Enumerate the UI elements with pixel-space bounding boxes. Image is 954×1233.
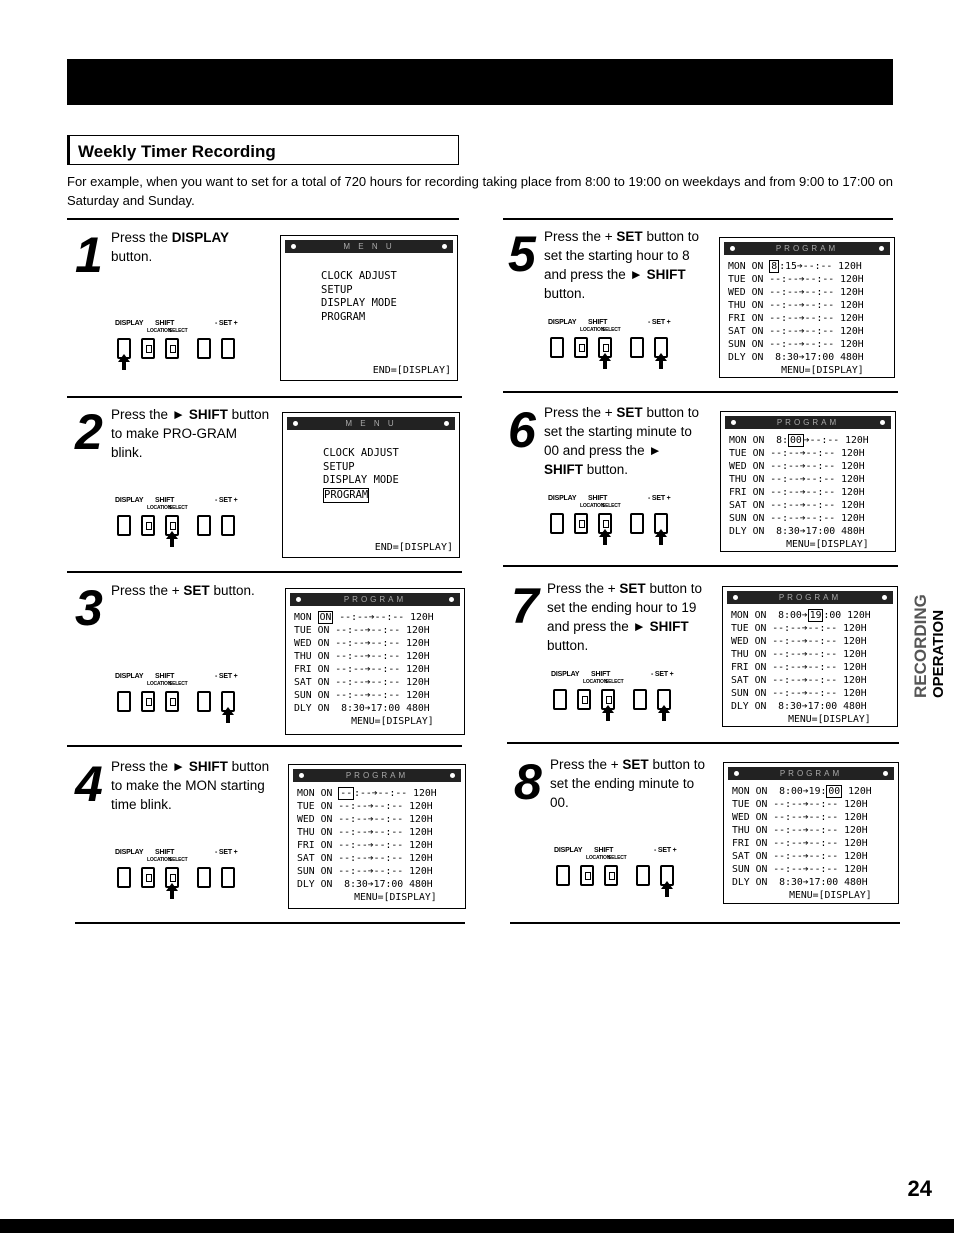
minus-button[interactable] bbox=[197, 338, 211, 359]
key-label-select: SELECT bbox=[169, 857, 188, 863]
press-arrow-icon bbox=[170, 890, 174, 899]
divider bbox=[503, 391, 898, 393]
display-button[interactable] bbox=[556, 865, 570, 886]
button-mark bbox=[585, 872, 591, 880]
program-list bbox=[297, 787, 437, 904]
key-label-set: - SET + bbox=[648, 319, 671, 326]
step-number: 3 bbox=[75, 580, 103, 636]
program-row: WED ON --:--➔--:-- 120H bbox=[731, 636, 867, 647]
instruction-text: button to make PRO-GRAM blink. bbox=[111, 407, 270, 460]
program-row: FRI ON --:--➔--:-- 120H bbox=[731, 662, 867, 673]
button-name: SHIFT bbox=[188, 759, 228, 774]
minus-button[interactable] bbox=[633, 689, 647, 710]
display-button[interactable] bbox=[553, 689, 567, 710]
program-row: DLY ON 8:30➔17:00 480H bbox=[732, 877, 868, 888]
blinking-field: -- bbox=[340, 788, 353, 799]
screen-title bbox=[728, 767, 894, 780]
press-arrow-icon bbox=[603, 360, 607, 369]
program-row: SUN ON --:--➔--:-- 120H bbox=[731, 688, 867, 699]
screen-title bbox=[290, 593, 460, 606]
screen-footer: MENU=[DISPLAY] bbox=[788, 714, 871, 725]
button-name: DISPLAY bbox=[171, 230, 230, 245]
step-number: 7 bbox=[511, 578, 539, 634]
program-row: THU ON --:--➔--:-- 120H bbox=[294, 651, 430, 662]
key-label-set: - SET + bbox=[215, 320, 238, 327]
menu-item: PROGRAM bbox=[321, 310, 366, 323]
plus-button[interactable] bbox=[221, 515, 235, 536]
program-row: THU ON --:--➔--:-- 120H bbox=[732, 825, 868, 836]
key-label-display: DISPLAY bbox=[548, 495, 577, 502]
screen-title-text: PROGRAM bbox=[779, 769, 843, 778]
screen-title-text: PROGRAM bbox=[345, 771, 409, 780]
location-button[interactable] bbox=[577, 689, 591, 710]
button-name: SET bbox=[619, 581, 646, 596]
screen-title bbox=[727, 591, 893, 604]
key-label-location: LOCATION bbox=[147, 681, 172, 687]
divider bbox=[67, 218, 459, 220]
key-label-shift: SHIFT bbox=[155, 673, 175, 680]
page-number: 24 bbox=[907, 1176, 932, 1201]
key-label-location: LOCATION bbox=[147, 328, 172, 334]
screen-title-text: PROGRAM bbox=[343, 595, 407, 604]
instruction-text: button. bbox=[209, 583, 255, 598]
program-row: SAT ON --:--➔--:-- 120H bbox=[728, 326, 864, 337]
key-label-select: SELECT bbox=[169, 505, 188, 511]
program-row: THU ON --:--➔--:-- 120H bbox=[729, 474, 865, 485]
key-label-display: DISPLAY bbox=[115, 320, 144, 327]
program-row: THU ON --:--➔--:-- 120H bbox=[297, 827, 433, 838]
divider bbox=[75, 922, 465, 924]
bullet-icon bbox=[442, 244, 447, 249]
press-arrow-icon bbox=[662, 712, 666, 721]
step-number: 4 bbox=[75, 756, 103, 812]
button-name: SET bbox=[183, 583, 210, 598]
divider bbox=[67, 396, 462, 398]
instruction-text: button to set the ending minute to 00. bbox=[550, 757, 705, 810]
step-number: 5 bbox=[508, 226, 536, 282]
tab-label: RECORDING bbox=[911, 594, 930, 698]
program-screen bbox=[720, 411, 896, 552]
program-list bbox=[731, 609, 871, 726]
key-label-select: SELECT bbox=[169, 328, 188, 334]
button-mark bbox=[606, 696, 612, 704]
key-label-select: SELECT bbox=[602, 327, 621, 333]
blinking-field: 00 bbox=[828, 786, 841, 797]
key-label-set: - SET + bbox=[648, 495, 671, 502]
bullet-icon bbox=[293, 421, 298, 426]
button-mark bbox=[146, 522, 152, 530]
bullet-icon bbox=[444, 421, 449, 426]
menu-item: SETUP bbox=[321, 283, 353, 296]
instruction-text: button to set the ending hour to 19 and press the ► bbox=[547, 581, 702, 634]
control-buttons bbox=[117, 685, 257, 725]
program-row: SAT ON --:--➔--:-- 120H bbox=[729, 500, 865, 511]
step-number: 2 bbox=[75, 404, 103, 460]
key-label-set: - SET + bbox=[215, 673, 238, 680]
bullet-icon bbox=[296, 597, 301, 602]
button-mark bbox=[603, 344, 609, 352]
location-button[interactable] bbox=[580, 865, 594, 886]
button-mark bbox=[146, 698, 152, 706]
program-list bbox=[729, 434, 869, 551]
program-row: MON ON -- :--➔--:-- 120H bbox=[297, 788, 437, 799]
instruction-text: Press the + bbox=[550, 757, 623, 772]
press-arrow-icon bbox=[659, 536, 663, 545]
program-list bbox=[728, 260, 864, 377]
key-label-shift: SHIFT bbox=[588, 319, 608, 326]
instruction-text: button. bbox=[547, 638, 589, 653]
button-name: SET bbox=[616, 405, 643, 420]
button-mark bbox=[579, 520, 585, 528]
minus-button[interactable] bbox=[630, 513, 644, 534]
blinking-field: 00 bbox=[789, 435, 802, 446]
key-label-set: - SET + bbox=[651, 671, 674, 678]
control-buttons bbox=[556, 859, 696, 899]
menu-item: DISPLAY MODE bbox=[321, 297, 397, 309]
program-screen bbox=[719, 237, 895, 378]
button-name: SET bbox=[616, 229, 643, 244]
blinking-field: 8 bbox=[771, 261, 778, 272]
key-label-select: SELECT bbox=[608, 855, 627, 861]
instruction-text: Press the bbox=[111, 230, 172, 245]
display-button[interactable] bbox=[117, 515, 131, 536]
menu-item: DISPLAY MODE bbox=[323, 474, 399, 486]
instruction-text: button. bbox=[111, 249, 153, 264]
select-button[interactable] bbox=[604, 865, 618, 886]
minus-button[interactable] bbox=[630, 337, 644, 358]
screen-footer: MENU=[DISPLAY] bbox=[781, 365, 864, 376]
screen-title-text: PROGRAM bbox=[776, 418, 840, 427]
program-screen bbox=[288, 764, 466, 909]
display-button[interactable] bbox=[550, 513, 564, 534]
header-bar bbox=[67, 59, 893, 105]
program-row: THU ON --:--➔--:-- 120H bbox=[731, 649, 867, 660]
bullet-icon bbox=[733, 595, 738, 600]
button-mark bbox=[582, 696, 588, 704]
screen-title-text: M E N U bbox=[343, 242, 395, 251]
menu-item: CLOCK ADJUST bbox=[321, 270, 397, 282]
button-mark bbox=[579, 344, 585, 352]
program-row: SAT ON --:--➔--:-- 120H bbox=[297, 853, 433, 864]
menu-item: PROGRAM bbox=[323, 488, 369, 504]
location-button[interactable] bbox=[141, 867, 155, 888]
key-label-shift: SHIFT bbox=[591, 671, 611, 678]
key-label-set: - SET + bbox=[215, 849, 238, 856]
minus-button[interactable] bbox=[197, 691, 211, 712]
instruction-text: Press the + bbox=[544, 405, 617, 420]
program-screen bbox=[723, 762, 899, 904]
key-label-display: DISPLAY bbox=[115, 497, 144, 504]
screen-footer: END=[DISPLAY] bbox=[372, 365, 451, 376]
program-row: TUE ON --:--➔--:-- 120H bbox=[729, 448, 865, 459]
button-mark bbox=[170, 698, 176, 706]
screen-title bbox=[724, 242, 890, 255]
program-row: DLY ON 8:30➔17:00 480H bbox=[729, 526, 865, 537]
program-row: TUE ON --:--➔--:-- 120H bbox=[294, 625, 430, 636]
bullet-icon bbox=[883, 771, 888, 776]
divider bbox=[503, 565, 898, 567]
press-arrow-icon bbox=[606, 712, 610, 721]
press-arrow-icon bbox=[603, 536, 607, 545]
program-row: TUE ON --:--➔--:-- 120H bbox=[297, 801, 433, 812]
program-row: SAT ON --:--➔--:-- 120H bbox=[294, 677, 430, 688]
step-instruction bbox=[111, 228, 271, 266]
key-label-select: SELECT bbox=[605, 679, 624, 685]
bullet-icon bbox=[730, 246, 735, 251]
button-name: SHIFT bbox=[544, 462, 583, 477]
button-mark bbox=[170, 522, 176, 530]
key-label-display: DISPLAY bbox=[551, 671, 580, 678]
instruction-text: button to make the MON starting time blink. bbox=[111, 759, 270, 812]
screen-title bbox=[287, 417, 455, 430]
divider bbox=[507, 742, 899, 744]
display-button[interactable] bbox=[117, 691, 131, 712]
bullet-icon bbox=[880, 420, 885, 425]
key-label-select: SELECT bbox=[602, 503, 621, 509]
instruction-text: Press the ► bbox=[111, 759, 189, 774]
program-list bbox=[732, 785, 872, 902]
instruction-text: Press the + bbox=[111, 583, 184, 598]
program-row: DLY ON 8:30➔17:00 480H bbox=[728, 352, 864, 363]
bullet-icon bbox=[734, 771, 739, 776]
section-tab bbox=[905, 520, 950, 720]
control-buttons bbox=[117, 332, 257, 372]
key-label-display: DISPLAY bbox=[554, 847, 583, 854]
program-row: SAT ON --:--➔--:-- 120H bbox=[731, 675, 867, 686]
screen-footer: END=[DISPLAY] bbox=[374, 542, 453, 553]
screen-title-text: PROGRAM bbox=[778, 593, 842, 602]
screen-footer: MENU=[DISPLAY] bbox=[789, 890, 872, 901]
key-label-shift: SHIFT bbox=[588, 495, 608, 502]
screen-title-text: M E N U bbox=[345, 419, 397, 428]
button-mark bbox=[170, 345, 176, 353]
program-row: WED ON --:--➔--:-- 120H bbox=[732, 812, 868, 823]
press-arrow-icon bbox=[659, 360, 663, 369]
instruction-text: Press the + bbox=[544, 229, 617, 244]
instruction-text: button. bbox=[544, 286, 586, 301]
program-row: SUN ON --:--➔--:-- 120H bbox=[729, 513, 865, 524]
control-buttons bbox=[550, 331, 690, 371]
display-button[interactable] bbox=[117, 867, 131, 888]
press-arrow-icon bbox=[122, 361, 126, 370]
key-label-select: SELECT bbox=[169, 681, 188, 687]
key-label-set: - SET + bbox=[215, 497, 238, 504]
instruction-text: Press the ► bbox=[111, 407, 189, 422]
button-mark bbox=[609, 872, 615, 880]
screen-footer: MENU=[DISPLAY] bbox=[351, 716, 434, 727]
footer-bar bbox=[0, 1219, 954, 1233]
key-label-location: LOCATION bbox=[583, 679, 608, 685]
key-label-location: LOCATION bbox=[580, 503, 605, 509]
step-number: 6 bbox=[508, 402, 536, 458]
button-mark bbox=[146, 345, 152, 353]
bullet-icon bbox=[299, 773, 304, 778]
menu-item: SETUP bbox=[323, 460, 355, 473]
program-row: DLY ON 8:30➔17:00 480H bbox=[294, 703, 430, 714]
button-name: SET bbox=[622, 757, 649, 772]
key-label-set: - SET + bbox=[654, 847, 677, 854]
press-arrow-icon bbox=[170, 538, 174, 547]
program-row: TUE ON --:--➔--:-- 120H bbox=[732, 799, 868, 810]
bullet-icon bbox=[449, 597, 454, 602]
key-label-display: DISPLAY bbox=[548, 319, 577, 326]
button-mark bbox=[603, 520, 609, 528]
menu-screen bbox=[282, 412, 460, 558]
key-label-location: LOCATION bbox=[147, 857, 172, 863]
key-label-location: LOCATION bbox=[580, 327, 605, 333]
program-row: SAT ON --:--➔--:-- 120H bbox=[732, 851, 868, 862]
instruction-text: button to set the starting hour to 8 and press the ► bbox=[544, 229, 699, 282]
button-name: SHIFT bbox=[649, 619, 689, 634]
program-row: MON ON 8:00➔19: 00 120H bbox=[732, 786, 872, 797]
program-row: SUN ON --:--➔--:-- 120H bbox=[297, 866, 433, 877]
program-row: SUN ON --:--➔--:-- 120H bbox=[294, 690, 430, 701]
step-number: 8 bbox=[514, 754, 542, 810]
press-arrow-icon bbox=[665, 888, 669, 897]
tab-label: OPERATION bbox=[930, 609, 947, 698]
bullet-icon bbox=[731, 420, 736, 425]
key-label-display: DISPLAY bbox=[115, 673, 144, 680]
plus-button[interactable] bbox=[221, 867, 235, 888]
program-row: TUE ON --:--➔--:-- 120H bbox=[728, 274, 864, 285]
key-label-shift: SHIFT bbox=[594, 847, 614, 854]
location-button[interactable] bbox=[574, 337, 588, 358]
press-arrow-icon bbox=[226, 714, 230, 723]
program-row: MON ON 8 :15➔--:-- 120H bbox=[728, 261, 862, 272]
menu-list bbox=[323, 447, 399, 503]
button-mark bbox=[170, 874, 176, 882]
program-row: SUN ON --:--➔--:-- 120H bbox=[732, 864, 868, 875]
step-instruction bbox=[550, 755, 710, 812]
key-label-display: DISPLAY bbox=[115, 849, 144, 856]
location-button[interactable] bbox=[141, 691, 155, 712]
menu-list bbox=[321, 270, 397, 324]
menu-screen bbox=[280, 235, 458, 381]
screen-title bbox=[285, 240, 453, 253]
key-label-shift: SHIFT bbox=[155, 320, 175, 327]
step-instruction bbox=[544, 403, 704, 479]
key-label-shift: SHIFT bbox=[155, 849, 175, 856]
instruction-text: button to set the starting minute to 00 and press the ► bbox=[544, 405, 699, 458]
location-button[interactable] bbox=[574, 513, 588, 534]
program-row: FRI ON --:--➔--:-- 120H bbox=[729, 487, 865, 498]
screen-title-text: PROGRAM bbox=[775, 244, 839, 253]
key-label-location: LOCATION bbox=[147, 505, 172, 511]
key-label-shift: SHIFT bbox=[155, 497, 175, 504]
step-number: 1 bbox=[75, 227, 103, 283]
instruction-text: button. bbox=[583, 462, 629, 477]
program-row: FRI ON --:--➔--:-- 120H bbox=[294, 664, 430, 675]
menu-item: CLOCK ADJUST bbox=[323, 447, 399, 459]
program-screen bbox=[722, 586, 898, 727]
program-screen bbox=[285, 588, 465, 735]
program-row: MON ON 8: 00 ➔--:-- 120H bbox=[729, 435, 869, 446]
intro-text: For example, when you want to set for a total of 720 hours for recording taking place from 8:00 to 19:00 on weekdays and from 9:00 to 17:00 on Saturday and Sunday. bbox=[67, 174, 893, 208]
select-button[interactable] bbox=[165, 338, 179, 359]
control-buttons bbox=[117, 861, 257, 901]
screen-title bbox=[725, 416, 891, 429]
program-row: DLY ON 8:30➔17:00 480H bbox=[297, 879, 433, 890]
blinking-field: 19 bbox=[809, 610, 822, 621]
location-button[interactable] bbox=[141, 515, 155, 536]
program-row: DLY ON 8:30➔17:00 480H bbox=[731, 701, 867, 712]
screen-footer: MENU=[DISPLAY] bbox=[354, 892, 437, 903]
control-buttons bbox=[550, 507, 690, 547]
program-row: WED ON --:--➔--:-- 120H bbox=[297, 814, 433, 825]
minus-button[interactable] bbox=[197, 867, 211, 888]
minus-button[interactable] bbox=[636, 865, 650, 886]
location-button[interactable] bbox=[141, 338, 155, 359]
program-row: TUE ON --:--➔--:-- 120H bbox=[731, 623, 867, 634]
minus-button[interactable] bbox=[197, 515, 211, 536]
step-instruction bbox=[111, 581, 271, 600]
step-instruction bbox=[544, 227, 704, 303]
program-row: FRI ON --:--➔--:-- 120H bbox=[728, 313, 864, 324]
bullet-icon bbox=[882, 595, 887, 600]
bullet-icon bbox=[450, 773, 455, 778]
program-row: FRI ON --:--➔--:-- 120H bbox=[297, 840, 433, 851]
program-row: THU ON --:--➔--:-- 120H bbox=[728, 300, 864, 311]
button-name: SHIFT bbox=[188, 407, 228, 422]
bullet-icon bbox=[879, 246, 884, 251]
button-mark bbox=[146, 874, 152, 882]
divider bbox=[510, 922, 900, 924]
screen-title bbox=[293, 769, 461, 782]
step-instruction bbox=[111, 405, 271, 462]
section-title: Weekly Timer Recording bbox=[67, 135, 459, 165]
blinking-field: ON bbox=[319, 612, 332, 623]
key-label-location: LOCATION bbox=[586, 855, 611, 861]
bullet-icon bbox=[291, 244, 296, 249]
step-instruction bbox=[547, 579, 707, 655]
program-list bbox=[294, 611, 434, 728]
display-button[interactable] bbox=[550, 337, 564, 358]
select-button[interactable] bbox=[165, 691, 179, 712]
instruction-text: Press the + bbox=[547, 581, 620, 596]
program-row: SUN ON --:--➔--:-- 120H bbox=[728, 339, 864, 350]
screen-footer: MENU=[DISPLAY] bbox=[786, 539, 869, 550]
divider bbox=[67, 571, 462, 573]
divider bbox=[67, 745, 462, 747]
plus-button[interactable] bbox=[221, 338, 235, 359]
control-buttons bbox=[553, 683, 693, 723]
button-name: SHIFT bbox=[646, 267, 686, 282]
program-row: FRI ON --:--➔--:-- 120H bbox=[732, 838, 868, 849]
program-row: WED ON --:--➔--:-- 120H bbox=[294, 638, 430, 649]
divider bbox=[503, 218, 893, 220]
control-buttons bbox=[117, 509, 257, 549]
program-row: MON ON --:--➔--:-- 120H bbox=[294, 612, 434, 623]
program-row: WED ON --:--➔--:-- 120H bbox=[728, 287, 864, 298]
program-row: MON ON 8:00➔ 19 :00 120H bbox=[731, 610, 871, 621]
program-row: WED ON --:--➔--:-- 120H bbox=[729, 461, 865, 472]
step-instruction bbox=[111, 757, 271, 814]
